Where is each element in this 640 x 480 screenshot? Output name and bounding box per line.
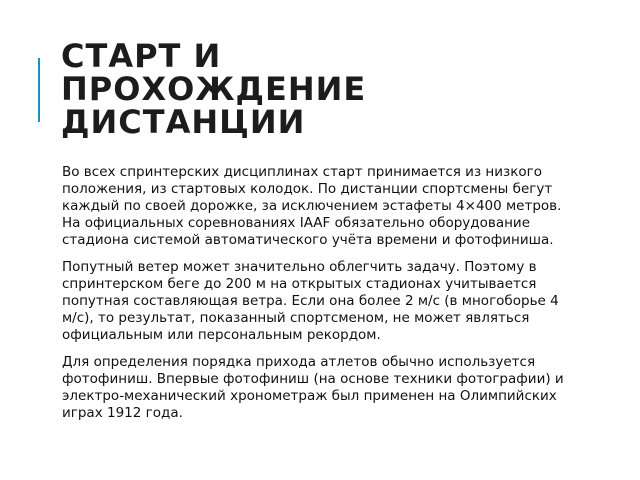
- title-line-2: ПРОХОЖДЕНИЕ: [61, 70, 367, 108]
- title-accent-bar: [38, 58, 40, 122]
- slide-title: [61, 37, 601, 141]
- title-line-1: СТАРТ И: [61, 37, 222, 75]
- paragraph-start: Во всех спринтерских дисциплинах старт принимается из низкого положения, из стартовых колодок. По дистанции спортсмены бегут каждый по своей дорожке, за исключением эстафеты 4×400 метров. На официальных соревнованиях IAAF обязательно оборудование стадиона системой автоматического учёта времени и фотофиниша.: [62, 164, 562, 248]
- title-line-3: ДИСТАНЦИИ: [61, 103, 306, 141]
- paragraph-wind: Попутный ветер может значительно облегчить задачу. Поэтому в спринтерском беге до 200 м на открытых стадионах учитывается попутная составляющая ветра. Если она более 2 м/с (в многоборье 4 м/с), то результат, показанный спортсменом, не может являться официальным или персональным рекордом.: [62, 259, 559, 343]
- slide-body: [62, 164, 566, 432]
- paragraph-photofinish: Для определения порядка прихода атлетов обычно используется фотофиниш. Впервые фотофиниш (на основе техники фотографии) и электро-механический хронометраж был применен на Олимпийских играх 1912 года.: [62, 354, 564, 421]
